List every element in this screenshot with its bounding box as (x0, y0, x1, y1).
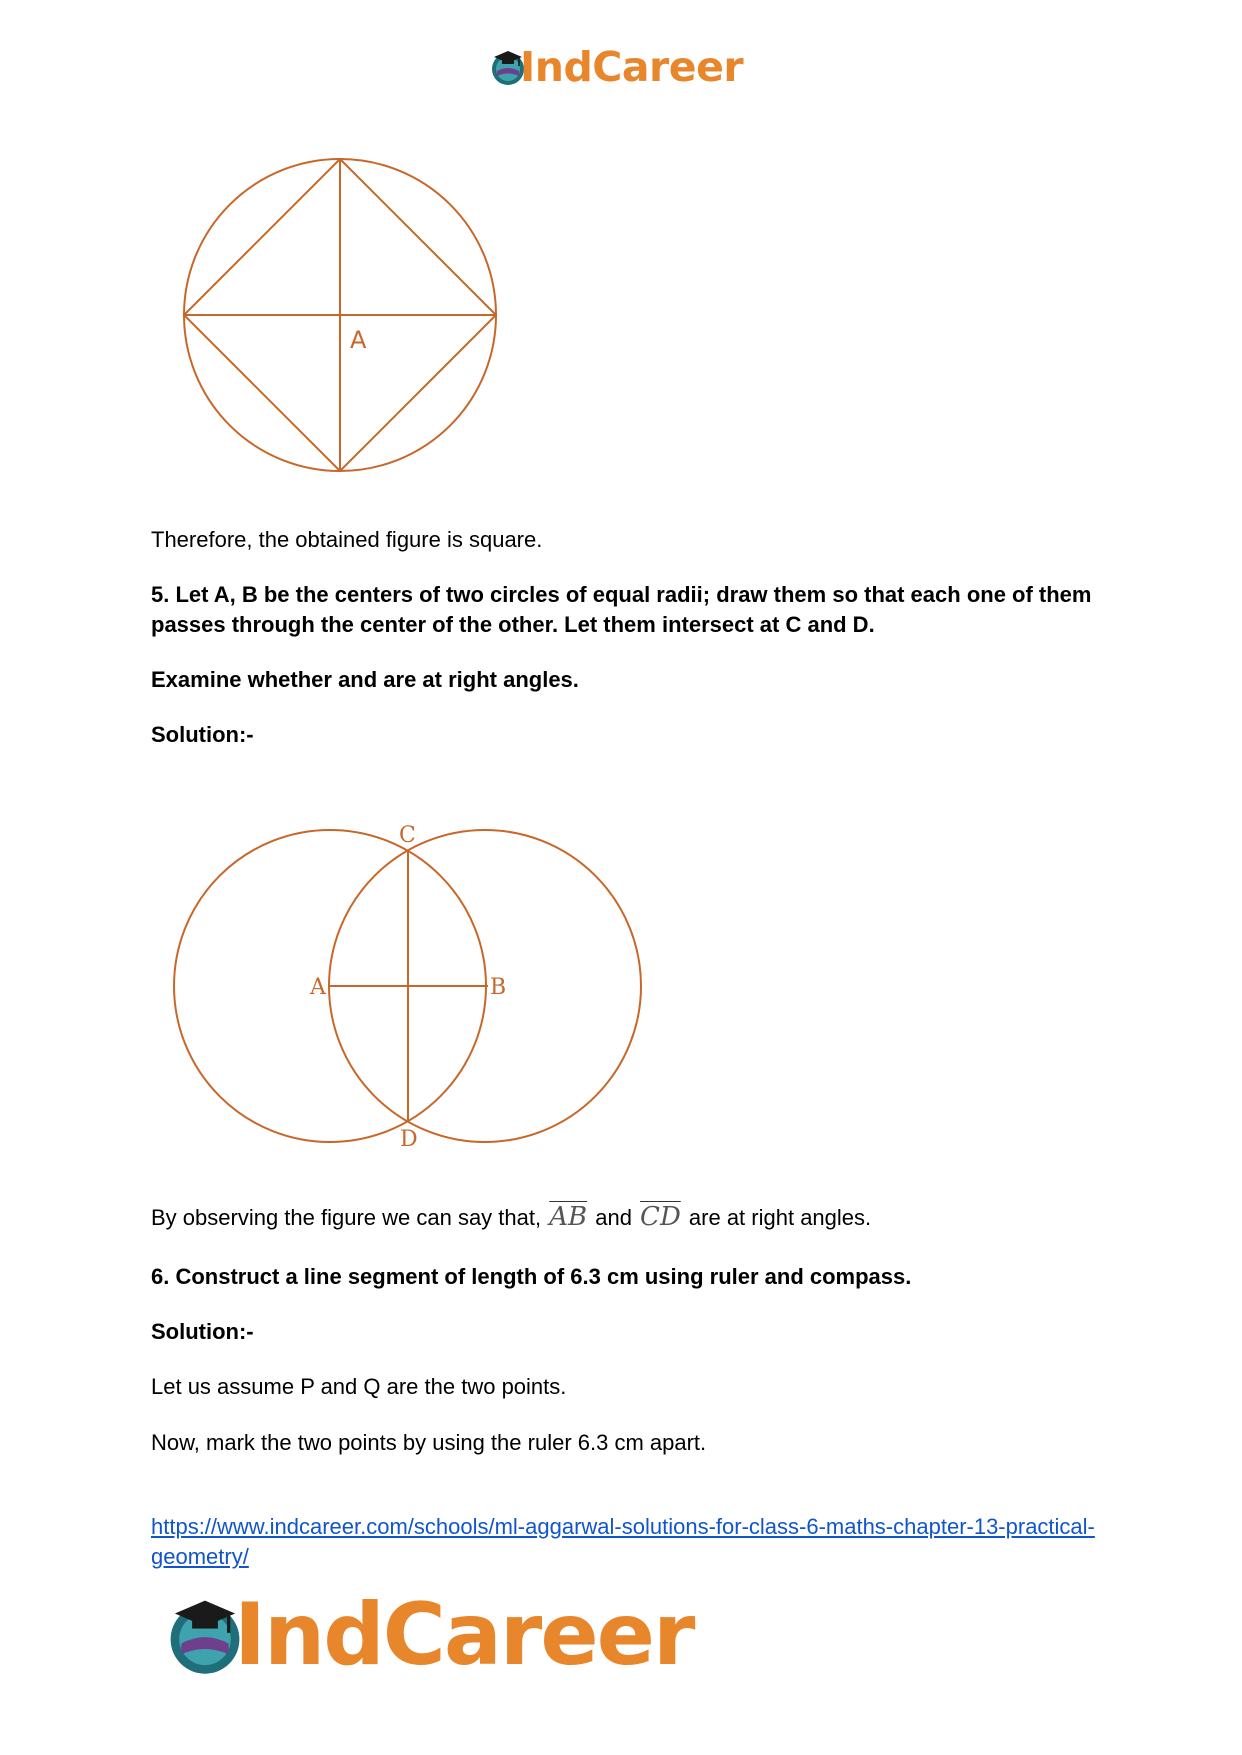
q6-step-1: Let us assume P and Q are the two points. (151, 1374, 567, 1399)
solution-label-q6: Solution:- (151, 1319, 254, 1344)
question-5: 5. Let A, B be the centers of two circles of equal radii; draw them so that each one of them passes through the center of the other. Let them intersect at C and D. (151, 582, 1092, 637)
q5-answer-after: are at right angles. (682, 1205, 872, 1230)
question-6: 6. Construct a line segment of length of 6.3 cm using ruler and compass. (151, 1264, 912, 1289)
solution-label-q5: Solution:- (151, 722, 254, 747)
question-5-examine: Examine whether and are at right angles. (151, 667, 579, 692)
q5-answer (151, 1202, 1101, 1233)
header-logo (488, 42, 743, 92)
brand-name: IndCareer (520, 42, 744, 91)
segment-ab-math: $\overline{AB}$ (549, 1202, 588, 1232)
brand-name-footer: IndCareer (234, 1585, 694, 1685)
square-in-circle-figure (180, 154, 510, 484)
footer-logo (162, 1585, 693, 1685)
segment-cd-math: $\overline{CD}$ (640, 1202, 681, 1232)
label-d: D (400, 1127, 418, 1152)
source-link[interactable]: https://www.indcareer.com/schools/ml-aggarwal-solutions-for-class-6-maths-chapter-13-practical-geometry/ (151, 1514, 1095, 1569)
label-a: A (310, 975, 326, 1000)
label-center-a: A (350, 326, 367, 354)
conclusion-square: Therefore, the obtained figure is square. (151, 527, 543, 552)
q5-answer-before: By observing the figure we can say that, (151, 1205, 548, 1230)
label-b: B (490, 975, 507, 1000)
label-c: C (399, 823, 416, 848)
q5-answer-middle: and (589, 1205, 639, 1230)
q6-step-2: Now, mark the two points by using the ruler 6.3 cm apart. (151, 1430, 707, 1455)
two-circles-figure (170, 820, 660, 1170)
